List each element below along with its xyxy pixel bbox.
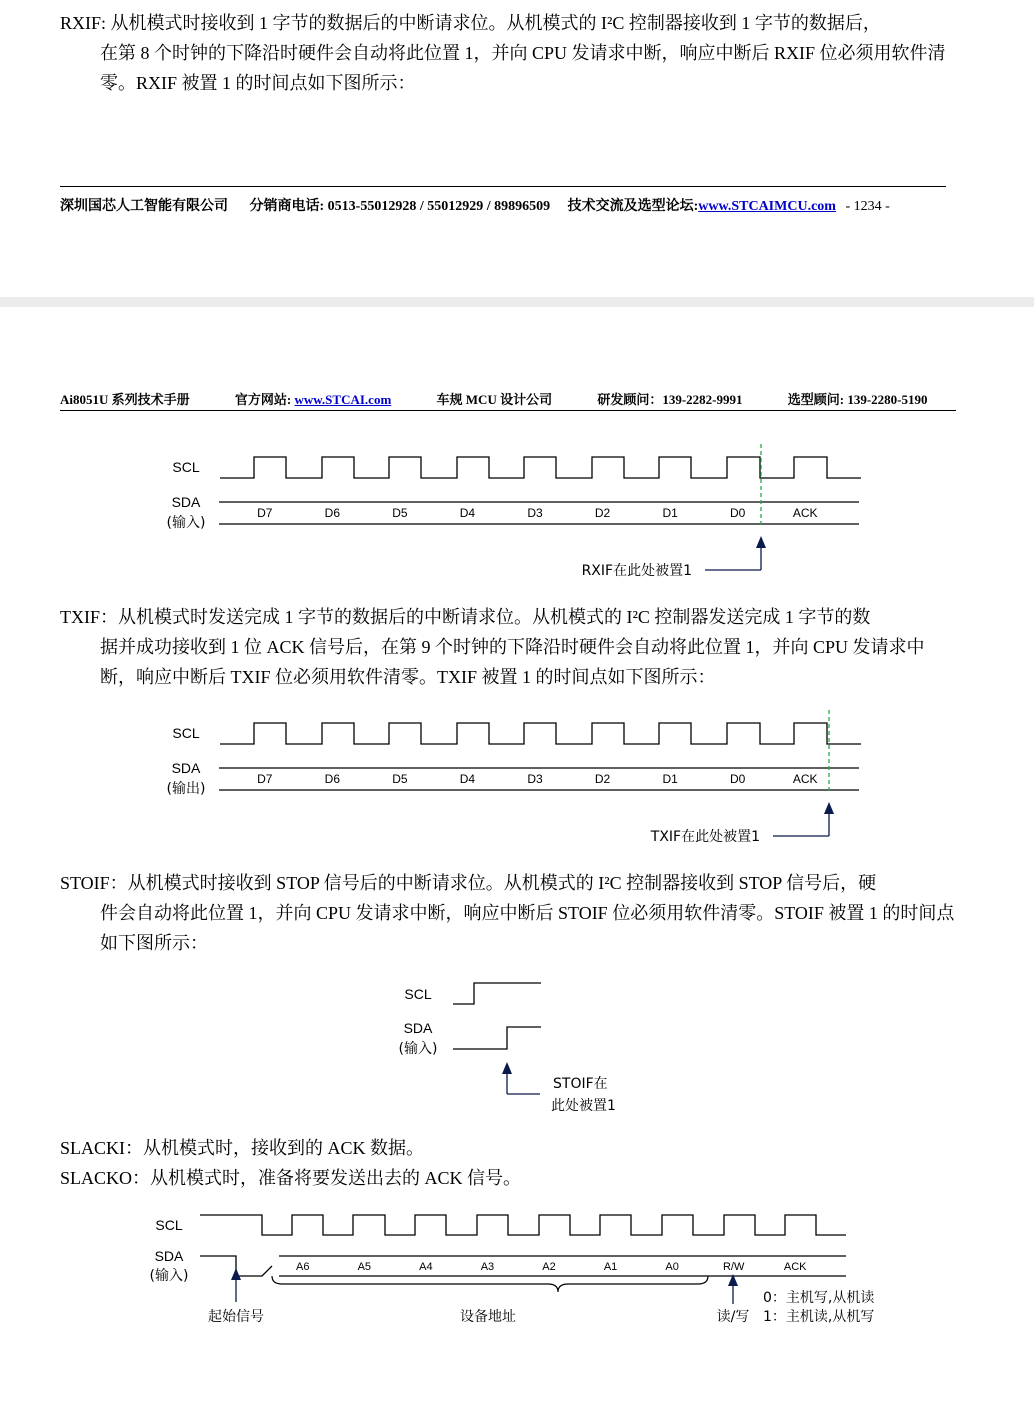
start-signal-label: 起始信号	[208, 1309, 264, 1325]
txif-line-rest: 据并成功接收到 1 位 ACK 信号后，在第 9 个时钟的下降沿时硬件会自动将此位置 1，并向 CPU 发请求中断，响应中断后 TXIF 位必须用软件清零。TXIF 被置 1 的时间点如下图所示：	[100, 637, 925, 687]
device-address-label: 设备地址	[460, 1309, 516, 1325]
page-header	[60, 389, 956, 411]
bus-bit-label: D2	[594, 506, 611, 520]
bus-bit-label: D0	[729, 772, 746, 786]
bus-bit-label: A2	[542, 1261, 556, 1273]
txif-note: TXIF在此处被置1	[650, 829, 760, 845]
txif-scl-label: SCL	[172, 725, 200, 741]
footer-forum-label: 技术交流及选型论坛:	[567, 199, 699, 214]
txif-sda-direction: (输出)	[166, 781, 206, 797]
rw0-note: 0：主机写,从机读	[763, 1290, 875, 1306]
stoif-line-1: STOIF：从机模式时接收到 STOP 信号后的中断请求位。从机模式的 I²C 控制器接收到 STOP 信号后，硬	[60, 873, 877, 893]
footer-forum-link[interactable]: www.STCAIMCU.com	[698, 199, 836, 214]
address-timing-diagram	[0, 1200, 1034, 1340]
bus-bit-label: D1	[662, 506, 678, 520]
rxif-line-1: RXIF: 从机模式时接收到 1 字节的数据后的中断请求位。从机模式的 I²C 控制器接收到 1 字节的数据后，	[60, 13, 881, 33]
rxif-timing-diagram	[0, 430, 1034, 590]
stoif-paragraph	[60, 868, 956, 958]
addr-sda-bus	[200, 1256, 846, 1276]
page-footer	[60, 186, 946, 215]
bus-bit-label: D5	[392, 506, 408, 520]
header-site-link[interactable]: www.STCAI.com	[294, 392, 392, 407]
addr-sda-direction: (输入)	[149, 1268, 189, 1284]
header-sel: 选型顾问: 139-2280-5190	[787, 392, 928, 407]
header-rd: 研发顾问：139-2282-9991	[597, 392, 743, 407]
rw1-note: 1：主机读,从机写	[763, 1309, 875, 1325]
bus-bit-label: D6	[324, 772, 341, 786]
slacki-line: SLACKI：从机模式时，接收到的 ACK 数据。	[60, 1138, 425, 1158]
stoif-sda-waveform	[453, 1027, 541, 1049]
txif-arrow-head	[824, 802, 834, 814]
stoif-note-1: STOIF在	[553, 1076, 608, 1092]
bus-bit-label: D4	[459, 772, 476, 786]
header-site-label: 官方网站:	[234, 392, 295, 407]
rw-label: 读/写	[716, 1309, 750, 1325]
bus-bit-label: A4	[419, 1261, 433, 1273]
stoif-scl-waveform	[453, 983, 541, 1004]
stoif-scl-label: SCL	[404, 986, 432, 1002]
txif-paragraph	[60, 602, 956, 692]
bus-bit-label: D0	[729, 506, 746, 520]
bus-bit-label: D7	[257, 772, 273, 786]
txif-line-1: TXIF：从机模式时发送完成 1 字节的数据后的中断请求位。从机模式的 I²C 控制器发送完成 1 字节的数	[60, 607, 871, 627]
addr-scl-waveform	[200, 1215, 846, 1235]
bus-bit-label: D5	[392, 772, 408, 786]
header-site	[235, 392, 391, 407]
stoif-timing-diagram	[0, 970, 1034, 1120]
stoif-arrow-head	[502, 1062, 512, 1074]
rxif-sda-direction: (输入)	[166, 515, 206, 531]
rxif-scl-label: SCL	[172, 459, 200, 475]
header-manual: Ai8051U 系列技术手册	[60, 392, 190, 407]
footer-company: 深圳国芯人工智能有限公司	[60, 199, 228, 214]
bus-bit-label: D3	[527, 772, 543, 786]
bus-bit-label: D7	[257, 506, 273, 520]
rxif-paragraph	[60, 8, 956, 98]
addr-brace	[272, 1276, 708, 1292]
txif-timing-diagram	[0, 696, 1034, 856]
bus-bit-label: A5	[357, 1261, 372, 1273]
bus-bit-label: A6	[296, 1261, 310, 1273]
rxif-line-rest: 在第 8 个时钟的下降沿时硬件会自动将此位置 1，并向 CPU 发请求中断，响应中断后 RXIF 位必须用软件清零。RXIF 被置 1 的时间点如下图所示：	[100, 43, 946, 93]
rxif-note: RXIF在此处被置1	[581, 563, 692, 579]
header-company: 车规 MCU 设计公司	[436, 392, 553, 407]
start-arrow-head	[231, 1268, 241, 1280]
rxif-arrow-head	[756, 536, 766, 548]
txif-sda-bus	[219, 768, 859, 790]
stoif-note-2: 此处被置1	[551, 1098, 616, 1114]
bus-bit-label: A1	[603, 1261, 618, 1273]
bus-bit-label: D4	[459, 506, 476, 520]
rxif-sda-label: SDA	[171, 494, 201, 510]
bus-bit-label: D1	[662, 772, 678, 786]
rxif-scl-waveform	[220, 457, 861, 478]
page-separator	[0, 297, 1034, 307]
addr-sda-label: SDA	[154, 1248, 184, 1264]
bus-bit-label: A3	[480, 1261, 495, 1273]
txif-sda-label: SDA	[171, 760, 201, 776]
slack-paragraph	[60, 1133, 956, 1193]
bus-bit-label: ACK	[783, 1261, 807, 1273]
bus-bit-label: D6	[324, 506, 341, 520]
stoif-sda-direction: (输入)	[398, 1041, 438, 1057]
bus-bit-label: ACK	[792, 506, 818, 520]
stoif-sda-label: SDA	[403, 1020, 433, 1036]
addr-scl-label: SCL	[155, 1217, 183, 1233]
slacko-line: SLACKO：从机模式时，准备将要发送出去的 ACK 信号。	[60, 1168, 522, 1188]
txif-scl-waveform	[220, 723, 861, 744]
stoif-line-rest: 件会自动将此位置 1，并向 CPU 发请求中断，响应中断后 STOIF 位必须用软件清零。STOIF 被置 1 的时间点如下图所示：	[100, 903, 955, 953]
bus-bit-label: ACK	[792, 772, 818, 786]
bus-bit-label: D3	[527, 506, 543, 520]
rxif-sda-bus	[219, 502, 859, 524]
bus-bit-label: D2	[594, 772, 611, 786]
bus-bit-label: R/W	[722, 1261, 745, 1273]
footer-phone: 分销商电话: 0513-55012928 / 55012929 / 89896509	[249, 199, 551, 214]
footer-page-number: - 1234 -	[845, 199, 890, 214]
bus-bit-label: A0	[665, 1261, 679, 1273]
